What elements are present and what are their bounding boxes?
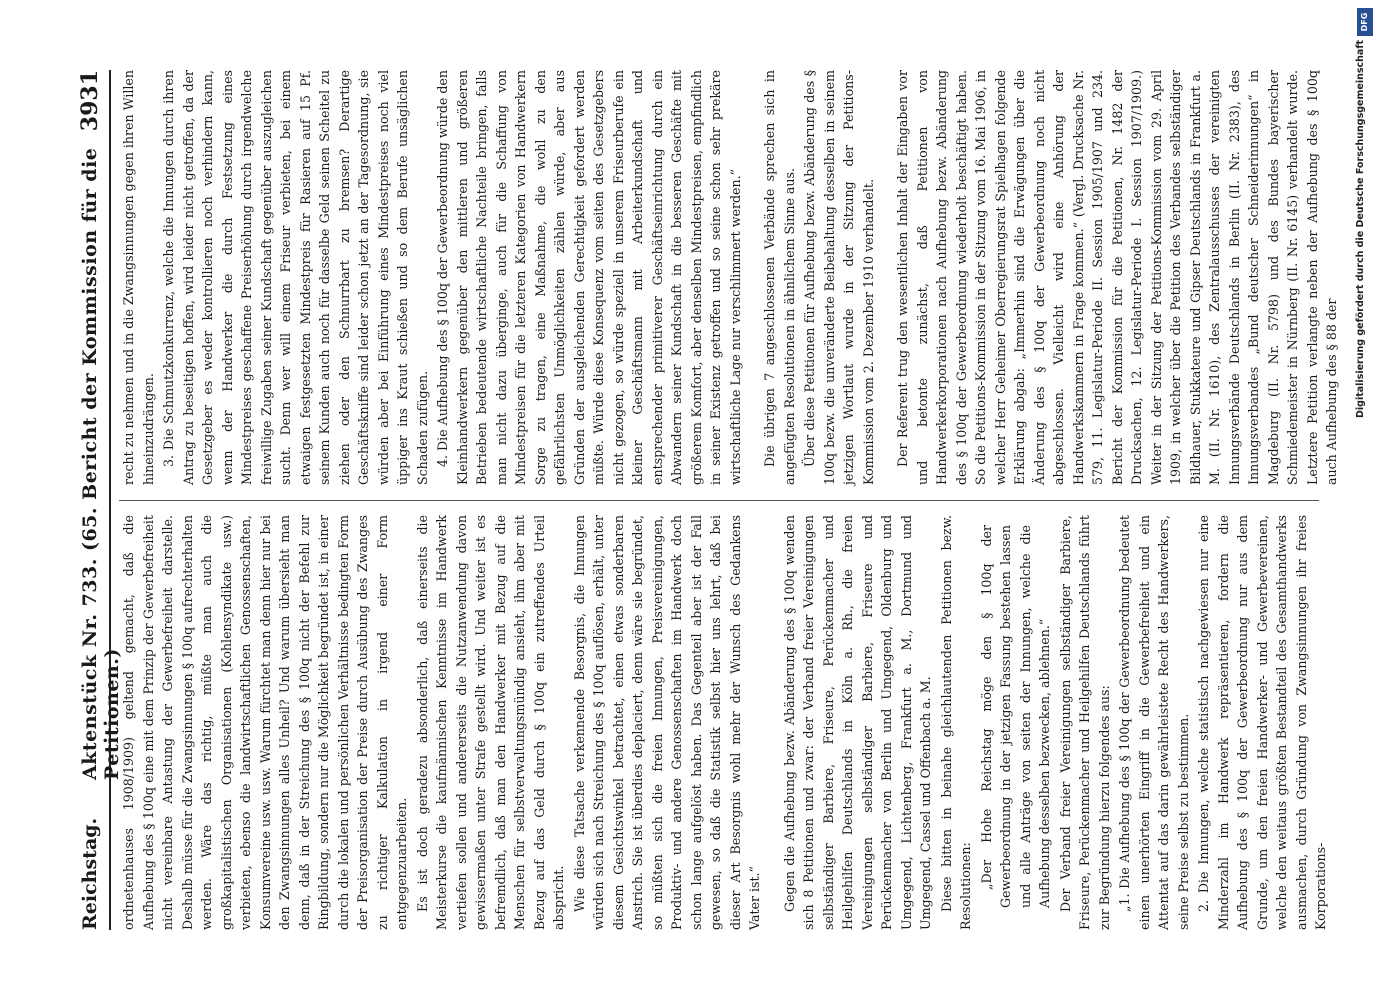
- numbered-point: „1. Die Aufhebung des § 100q der Gewerbeordnung bedeutet einen unerhörten Eingriff in die Gewerbefreiheit und ein Attentat auf das darin gewährleistete Recht des Handwerkers, seine Preise selbst zu bestimmen.: [1117, 515, 1191, 930]
- digitization-note-text: Digitalisierung gefördert durch die Deutsche Forschungsgemeinschaft: [1355, 40, 1366, 418]
- page-header: [73, 70, 123, 930]
- paragraph: Der Verband freier Vereinigungen selbständiger Barbiere, Friseure, Perückenmacher und Heilgehilfen Deutschlands führt zur Begründung hierzu folgendes aus:: [1057, 515, 1112, 930]
- dfg-logo: DFG: [1357, 8, 1373, 36]
- column-divider: [119, 500, 1319, 501]
- page-number: 3931: [77, 70, 103, 132]
- quoted-resolution: „Der Hohe Reichstag möge den § 100q der Gewerbeordnung in der jetzigen Fassung bestehen lassen und alle Anträge von seiten der Innungen, welche die Aufhebung desselben bezwecken, ablehnen.“: [978, 525, 1052, 908]
- numbered-point: 2. Die Innungen, welche statistisch nachgewiesen nur eine Minderzahl im Handwerk repräsentieren, fordern die Aufhebung des § 100q der Gewerbeordnung nur aus dem Grunde, um den freien Handwerker- und Gewerbevereinen, welche den weitaus größten Bestandteil des Gesamthandwerks ausmachen, durch Gründung von Zwangsinnungen ihr freies Korporations-: [1196, 515, 1328, 930]
- paragraph: Wie diese Tatsache verkennende Besorgnis, die Innungen würden sich nach Streichung des § 100q auflösen, erhält, unter diesem Gesichtswinkel betrachtet, einen etwas sonderbaren Anstrich. Sie ist überdies deplaciert, denn wäre sie begründet, so müßten sich die freien Innungen, Preisvereinigungen, Produktiv- und andere Genossenschaften im Handwerk doch schon lange aufgelöst haben. Das Gegenteil aber ist der Fall gewesen, so daß die Statistik selbst hier uns lehrt, daß bei dieser Art Besorgnis wohl mehr der Wunsch des Gedankens Vater ist.“: [571, 515, 762, 930]
- header-subtitle: Aktenstück Nr. 733. (65. Bericht der Kommission für die Petitionen.): [79, 147, 123, 780]
- left-column: [119, 515, 1328, 930]
- paragraph: Über diese Petitionen für Aufhebung bezw. Abänderung des § 100q bezw. die unveränderte Beibehaltung desselben in seinem jetzigen Wortlaut wurde in der Sitzung der Petitions-Kommission vom 2. Dezember 1910 verhandelt.: [802, 70, 876, 485]
- paragraph: ordnetenhauses 1908/1909) geltend gemacht, daß die Aufhebung des § 100q eine mit dem Prinzip der Gewerbefreiheit nicht vereinbare Antastung der Gewerbefreiheit darstelle. Deshalb müsse für die Zwangsinnungen § 100q aufrechterhalten werden. Wäre das richtig, müßte man auch die großkapitalistischen Organisationen (Kohlensyndikate usw.) verbieten, ebenso die landwirtschaftlichen Genossenschaften, Konsumvereine usw. usw. Warum fürchtet man denn hier nur bei den Zwangsinnungen alles Unheil? Und warum übersieht man denn, daß in der Streichung des § 100q nicht der Befehl zur Ringbildung, sondern nur die Möglichkeit begründet ist, in einer durch die lokalen und persönlichen Verhältnisse bedingten Form der Preisorganisation der Preise durch Ausübung des Zwanges zu richtiger Kalkulation in irgend einer Form entgegenzuarbeiten.: [121, 515, 409, 930]
- paragraph: Es ist doch geradezu absonderlich, daß einerseits die Meisterkurse die kaufmännischen Kenntnisse im Handwerk vertiefen sollen und andererseits die Nutzanwendung davon gewissermaßen unter Strafe gestellt wird. Und weiter ist es befremdlich, daß man den Handwerker mit Bezug auf die Menschen für selbstverwaltungsmündig ansieht, ihm aber mit Bezug auf das Geld durch § 100q ein zutreffendes Urteil abspricht.: [414, 515, 566, 930]
- document-page: [73, 70, 1339, 930]
- digitization-note: [1355, 40, 1373, 960]
- paragraph: Die übrigen 7 angeschlossenen Verbände sprechen sich in angefügten Resolutionen in ähnlichem Sinne aus.: [762, 70, 797, 485]
- numbered-point: 4. Die Aufhebung des § 100q der Gewerbeordnung würde den Kleinhandwerkern gegenüber den mittleren und größeren Betrieben bedeutende wirtschaftliche Nachteile bringen, falls man nicht dazu überginge, auch für die Schaffung von Mindestpreisen für die letzteren Kategorien von Handwerkern Sorge zu tragen, eine Maßnahme, die wohl zu den gefährlichsten Unmöglichkeiten zählen würde, aber aus Gründen der ausgleichenden Gerechtigkeit gefordert werden müßte. Würde diese Konsequenz vom seiten des Gesetzgebers nicht gezogen, so würde speziell in unserem Friseurberufe ein kleiner Geschäftsmann mit Arbeiterkundschaft und entsprechender primitiverer Geschäftseinrichtung durch ein Abwandern seiner Kundschaft in die besseren Geschäfte mit größerem Komfort, aber denselben Mindestpreisen, empfindlich in seiner Existenz getroffen und so seine schon sehr prekäre wirtschaftliche Lage nur verschlimmert werden.“: [435, 70, 743, 485]
- right-column: [119, 70, 1339, 485]
- header-title: Reichstag.: [79, 817, 101, 930]
- paragraph: Der Referent trug den wesentlichen Inhalt der Eingaben vor und betonte zunächst, daß Petitionen von Handwerkerkorporationen nach Aufhebung bezw. Abänderung des § 100q der Gewerbeordnung wiederholt beschäftigt haben. So die Petitions-Kommission in der Sitzung vom 16. Mai 1906, in welcher Herr Geheimer Oberregierungsrat Spielhagen folgende Erklärung abgab: „Immerhin sind die Erwägungen über die Änderung des § 100q der Gewerbeordnung noch nicht abgeschlossen. Vielleicht wird eine Anhörung der Handwerkskammern in Frage kommen.“ (Vergl. Drucksache Nr. 579, 11. Legislatur-Periode II. Session 1905/1907 und 234. Bericht der Kommission für die Petitionen, Nr. 1482 der Drucksachen, 12. Legislatur-Periode I. Session 1907/1909.) Weiter in der Sitzung der Petitions-Kommission vom 29. April 1909, in welcher über die Petition des Verbandes selbständiger Bildhauer, Stukkateure und Gipser Deutschlands in Frankfurt a. M. (II. Nr. 1610), des Zentralausschusses der vereinigten Innungsverbände Deutschlands in Berlin (II. Nr. 2383), des Innungsverbandes „Bund deutscher Schneiderinnungen“ in Magdeburg (II. Nr. 5798) und des Bundes bayerischer Schmiedemeister in Nürnberg (II. Nr. 6145) verhandelt wurde. Letztere Petition verlangte neben der Aufhebung des § 100q auch Aufhebung des § 88 der: [895, 70, 1339, 485]
- numbered-point: 3. Die Schmutzkonkurrenz, welche die Innungen durch ihren Antrag zu beseitigen hoffen, wird leider nicht getroffen, da der Gesetzgeber es weder kontrollieren noch verhindern kann, wenn der Handwerker die durch Festsetzung eines Mindestpreises geschaffene Preiserhöhung durch irgendwelche freiwillige Zugaben seiner Kundschaft gegenüber auszugleichen sucht. Denn wer will einem Friseur verbieten, bei einem etwaigen festgesetzten Mindestpreis für Rasieren auf 15 Pf. seinem Kunden auch noch für dasselbe Geld seinen Scheitel zu ziehen oder den Schnurrbart zu bremsen? Derartige Geschäftskniffe sind leider schon jetzt an der Tagesordnung, sie würden aber bei Einführung eines Mindestpreises noch viel üppiger ins Kraut schießen und so dem Berufe unsäglichen Schaden zufügen.: [161, 70, 430, 485]
- paragraph: Gegen die Aufhebung bezw. Abänderung des § 100q wenden sich 8 Petitionen und zwar: der Verband freier Vereinigungen selbständiger Barbiere, Friseure, Perückenmacher und Heilgehilfen Deutschlands in Köln a. Rh., die freien Vereinigungen selbständiger Barbiere, Friseure und Perückenmacher von Berlin und Umgegend, Oldenburg und Umgegend, Lichtenberg, Frankfurt a. M., Dortmund und Umgegend, Cassel und Offenbach a. M.: [781, 515, 933, 930]
- paragraph: Diese bitten in beinahe gleichlautenden Petitionen bezw. Resolutionen:: [938, 515, 973, 930]
- paragraph: recht zu nehmen und in die Zwangsinnungen gegen ihren Willen hineinzudrängen.: [121, 70, 156, 485]
